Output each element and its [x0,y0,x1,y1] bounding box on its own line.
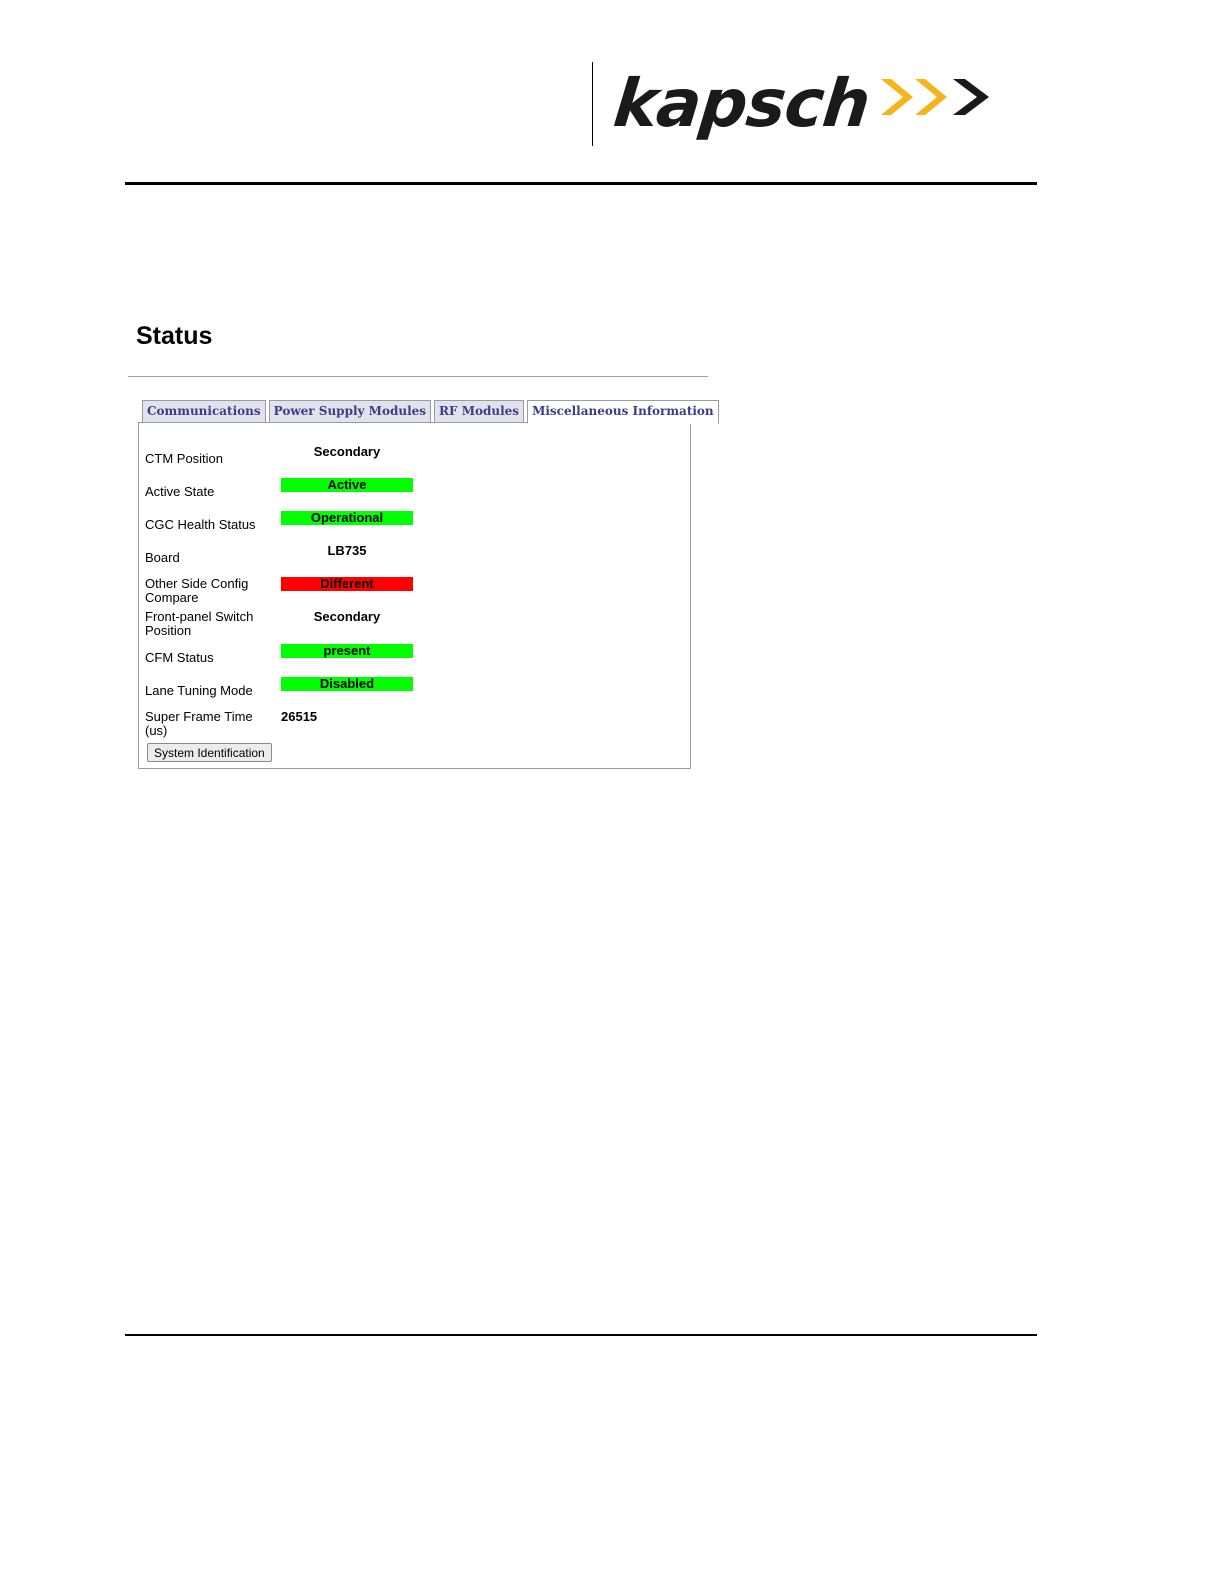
header-rule [125,182,1037,185]
row-super-frame-time [145,710,445,740]
tab-miscellaneous-information[interactable]: Miscellaneous Information [527,400,719,424]
logo-divider [592,62,593,146]
chevrons-icon [879,75,999,119]
tab-communications[interactable]: Communications [142,400,266,423]
logo-wordmark: kapsch [610,65,874,142]
misc-info-panel [138,422,691,769]
title-divider [128,376,708,377]
tab-bar [142,400,719,424]
row-label: CFM Status [145,650,214,665]
cfm-status-badge: present [281,644,413,658]
lane-tuning-badge: Disabled [281,677,413,691]
row-cgc-health-status [145,511,445,541]
cgc-health-badge: Operational [281,511,413,525]
row-front-panel-switch-position [145,610,445,640]
ctm-position-value: Secondary [313,444,381,459]
row-lane-tuning-mode [145,677,445,707]
kapsch-logo [610,62,999,146]
row-cfm-status [145,644,445,674]
board-value: LB735 [327,543,367,558]
row-label: Board [145,550,180,565]
row-other-side-config-compare [145,577,445,607]
page-title: Status [136,322,213,350]
tab-rf-modules[interactable]: RF Modules [434,400,524,423]
row-label: CGC Health Status [145,517,256,532]
row-label: Active State [145,484,215,499]
row-ctm-position [145,445,445,475]
row-label: Front-panel Switch Position [145,609,254,638]
row-board [145,544,445,574]
tab-power-supply-modules[interactable]: Power Supply Modules [269,400,431,423]
row-active-state [145,478,445,508]
footer-rule [125,1334,1037,1336]
row-label: Super Frame Time (us) [145,709,253,738]
super-frame-time-value: 26515 [281,709,318,724]
active-state-badge: Active [281,478,413,492]
switch-position-value: Secondary [313,609,381,624]
config-compare-badge: Different [281,577,413,591]
row-label: Lane Tuning Mode [145,683,253,698]
system-identification-button[interactable]: System Identification [147,743,272,762]
row-label: Other Side Config Compare [145,576,249,605]
row-label: CTM Position [145,451,224,466]
